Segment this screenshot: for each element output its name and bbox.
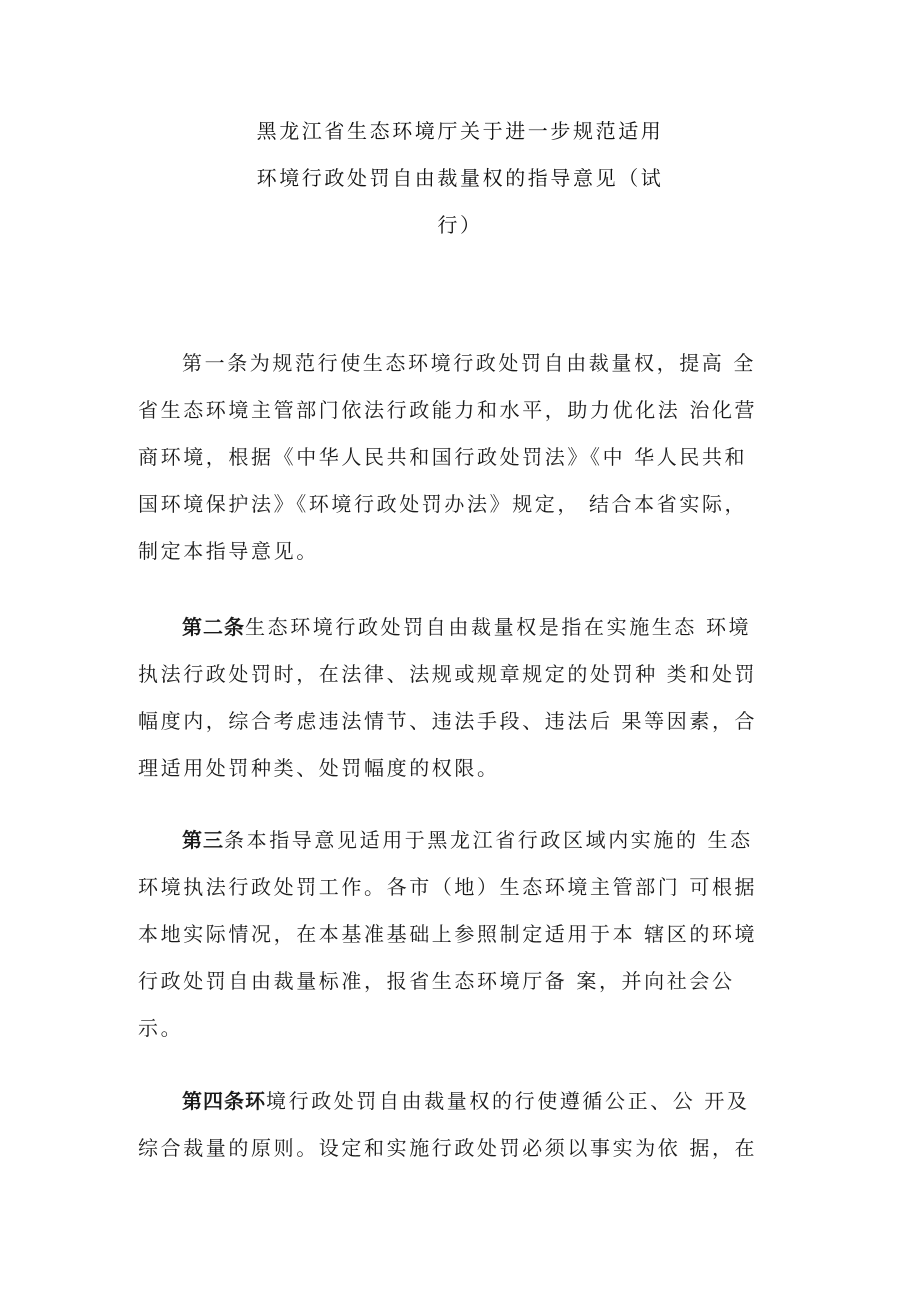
article-3-first-text: 条本指导意见适用于黑龙江省行政区域内实施的 生态 — [224, 828, 753, 852]
article-2 — [138, 604, 788, 792]
article-4-first-text: 境行政处罚自由裁量权的行使遵循公正、公 开及 — [266, 1089, 750, 1113]
article-2-first-line — [138, 604, 788, 651]
article-1-line: 省生态环境主管部门依法行政能力和水平，助力优化法 治化营 — [138, 398, 758, 422]
article-3-first-line — [138, 817, 788, 864]
article-2-first-text: 生态环境行政处罚自由裁量权是指在实施生态 环境 — [245, 615, 752, 639]
article-1-line: 国环境保护法》《环境行政处罚办法》规定， 结合本省实际， — [138, 492, 748, 516]
article-3 — [138, 817, 788, 1052]
document-title — [140, 108, 780, 249]
title-line: 环境行政处罚自由裁量权的指导意见（试 — [256, 166, 664, 190]
article-2-line: 理适用处罚种类、处罚幅度的权限。 — [138, 756, 500, 780]
article-3-line: 环境执法行政处罚工作。各市（地）生态环境主管部门 可根据 — [138, 875, 758, 899]
article-1-line: 第一条为规范行使生态环境行政处罚自由裁量权，提高 全 — [182, 351, 756, 375]
article-1-line: 商环境，根据《中华人民共和国行政处罚法》《中 华人民共和 — [138, 445, 748, 469]
article-3-line: 本地实际情况，在本基准基础上参照制定适用于本 辖区的环境 — [138, 922, 758, 946]
title-line: 黑龙江省生态环境厅关于进一步规范适用 — [256, 119, 664, 143]
article-3-heading: 第三 — [182, 828, 224, 852]
article-2-line: 执法行政处罚时，在法律、法规或规章规定的处罚种 类和处罚 — [138, 662, 758, 686]
article-1-line: 制定本指导意见。 — [138, 539, 319, 563]
article-4-line: 综合裁量的原则。设定和实施行政处罚必须以事实为依 据，在 — [138, 1136, 758, 1160]
article-2-heading: 第二条 — [182, 615, 245, 639]
article-4 — [138, 1078, 788, 1172]
article-4-heading: 第四条环 — [182, 1089, 266, 1113]
article-3-line: 示。 — [138, 1016, 184, 1040]
article-2-line: 幅度内，综合考虑违法情节、违法手段、违法后 果等因素，合 — [138, 709, 758, 733]
article-1 — [138, 340, 788, 575]
title-line: 行） — [437, 213, 483, 237]
article-3-line: 行政处罚自由裁量标准，报省生态环境厅备 案，并向社会公 — [138, 969, 735, 993]
article-4-first-line — [138, 1078, 788, 1125]
